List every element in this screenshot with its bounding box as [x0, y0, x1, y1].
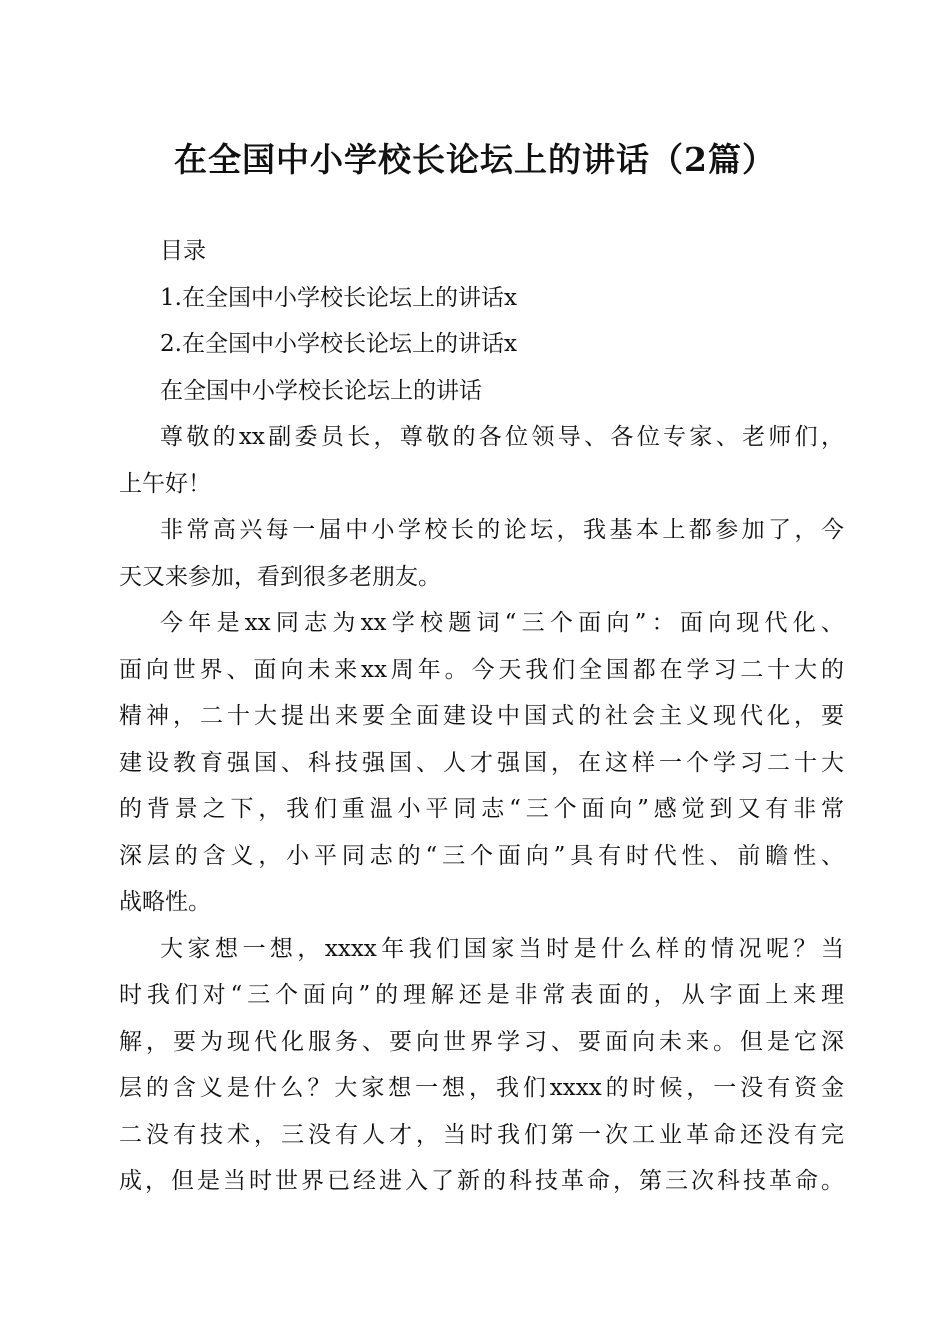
paragraph-line: 非常高兴每一届中小学校长的论坛，我基本上都参加了，今 [160, 517, 844, 543]
paragraph-line: 成，但是当时世界已经进入了新的科技革命，第三次科技革命。 [119, 1168, 844, 1194]
paragraph-line: 今年是xx同志为xx学校题词“三个面向”：面向现代化、 [160, 610, 844, 636]
toc-item: 1.在全国中小学校长论坛上的讲话x [160, 284, 517, 311]
paragraph [119, 507, 844, 600]
paragraph-line: 尊敬的xx副委员长，尊敬的各位领导、各位专家、老师们， [160, 424, 844, 450]
toc-item: 2.在全国中小学校长论坛上的讲话x [160, 331, 517, 357]
paragraph-line: 的背景之下，我们重温小平同志“三个面向”感觉到又有非常 [119, 796, 844, 822]
paragraph-line: 深层的含义，小平同志的“三个面向”具有时代性、前瞻性、 [119, 842, 844, 869]
document-body [119, 228, 844, 1205]
document-title: 在全国中小学校长论坛上的讲话（2篇） [174, 140, 776, 179]
paragraph [119, 600, 844, 926]
toc-heading: 目录 [160, 238, 206, 264]
paragraph-line: 时我们对“三个面向”的理解还是非常表面的，从字面上来理 [119, 982, 844, 1008]
paragraph-line: 上午好！ [119, 470, 211, 497]
paragraph-line: 精神，二十大提出来要全面建设中国式的社会主义现代化，要 [119, 703, 844, 729]
paragraph-line: 解，要为现代化服务、要向世界学习、要面向未来。但是它深 [119, 1028, 844, 1055]
paragraph-line: 建设教育强国、科技强国、人才强国，在这样一个学习二十大 [119, 749, 844, 776]
paragraph-line: 天又来参加，看到很多老朋友。 [119, 563, 441, 590]
paragraph-line: 二没有技术，三没有人才，当时我们第一次工业革命还没有完 [119, 1121, 844, 1148]
paragraph-line: 大家想一想，xxxx年我们国家当时是什么样的情况呢？当 [160, 935, 844, 962]
paragraph-line: 战略性。 [119, 889, 211, 915]
paragraph [119, 926, 844, 1205]
paragraph-line: 面向世界、面向未来xx周年。今天我们全国都在学习二十大的 [119, 656, 844, 683]
section-title: 在全国中小学校长论坛上的讲话 [160, 377, 482, 404]
paragraph [119, 414, 844, 507]
paragraph-line: 层的含义是什么？大家想一想，我们xxxx的时候，一没有资金 [119, 1075, 844, 1101]
